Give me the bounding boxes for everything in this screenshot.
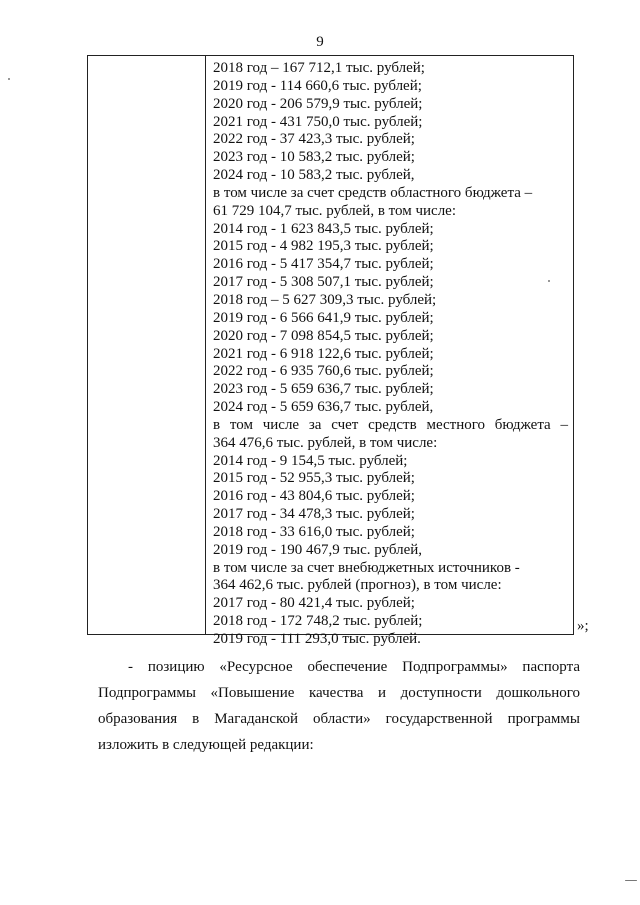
paragraph-line: Подпрограммы «Повышение качества и доступности дошкольного <box>98 685 580 701</box>
funding-line: 2020 год - 206 579,9 тыс. рублей; <box>213 95 423 112</box>
scan-speck <box>625 880 637 881</box>
paragraph-line: изложить в следующей редакции: <box>98 737 314 753</box>
funding-line: 2022 год - 37 423,3 тыс. рублей; <box>213 131 415 148</box>
funding-line: 2018 год - 33 616,0 тыс. рублей; <box>213 523 415 540</box>
amendment-paragraph <box>98 654 580 758</box>
funding-line: 2022 год - 6 935 760,6 тыс. рублей; <box>213 363 434 380</box>
funding-line: в том числе за счет внебюджетных источников - <box>213 559 520 576</box>
funding-line: 2023 год - 5 659 636,7 тыс. рублей; <box>213 381 434 398</box>
funding-line: 2019 год - 190 467,9 тыс. рублей, <box>213 541 423 558</box>
funding-table <box>87 55 574 647</box>
funding-line: 2024 год - 10 583,2 тыс. рублей, <box>213 167 415 184</box>
paragraph-line: - позицию «Ресурсное обеспечение Подпрограммы» паспорта <box>128 659 580 675</box>
funding-line: 2017 год - 5 308 507,1 тыс. рублей; <box>213 274 434 291</box>
paragraph-line: образования в Магаданской области» государственной программы <box>98 711 580 727</box>
page-number: 9 <box>316 34 324 50</box>
funding-line: 2015 год - 4 982 195,3 тыс. рублей; <box>213 238 434 255</box>
funding-line: 2020 год - 7 098 854,5 тыс. рублей; <box>213 327 434 344</box>
funding-line: 2018 год - 172 748,2 тыс. рублей; <box>213 613 423 630</box>
scan-speck <box>8 78 10 80</box>
funding-line: 2021 год - 6 918 122,6 тыс. рублей; <box>213 345 434 362</box>
funding-line: 2018 год – 167 712,1 тыс. рублей; <box>213 60 425 76</box>
funding-line: 2024 год - 5 659 636,7 тыс. рублей, <box>213 399 434 416</box>
funding-line: 2019 год - 111 293,0 тыс. рублей. <box>213 631 421 647</box>
funding-line: 2015 год - 52 955,3 тыс. рублей; <box>213 470 415 487</box>
funding-cell <box>213 60 568 649</box>
funding-line: 61 729 104,7 тыс. рублей, в том числе: <box>213 202 457 219</box>
closing-quote-mark: »; <box>577 618 589 634</box>
funding-line: 364 462,6 тыс. рублей (прогноз), в том числе: <box>213 577 502 594</box>
funding-line: 364 476,6 тыс. рублей, в том числе: <box>213 434 438 451</box>
funding-line: 2014 год - 1 623 843,5 тыс. рублей; <box>213 220 434 237</box>
funding-line: 2019 год - 114 660,6 тыс. рублей; <box>213 77 422 94</box>
funding-line: 2023 год - 10 583,2 тыс. рублей; <box>213 149 415 166</box>
scan-speck <box>548 280 550 282</box>
funding-line: 2016 год - 5 417 354,7 тыс. рублей; <box>213 256 434 273</box>
funding-line: 2017 год - 80 421,4 тыс. рублей; <box>213 595 415 612</box>
funding-line: 2019 год - 6 566 641,9 тыс. рублей; <box>213 309 434 326</box>
funding-line: 2014 год - 9 154,5 тыс. рублей; <box>213 452 408 469</box>
funding-line: 2021 год - 431 750,0 тыс. рублей; <box>213 113 423 130</box>
funding-line: в том числе за счет средств местного бюджета – <box>213 416 568 433</box>
funding-line: 2016 год - 43 804,6 тыс. рублей; <box>213 488 415 505</box>
funding-line: в том числе за счет средств областного бюджета – <box>213 184 533 201</box>
funding-line: 2018 год – 5 627 309,3 тыс. рублей; <box>213 291 437 308</box>
column-divider <box>205 56 206 634</box>
funding-line: 2017 год - 34 478,3 тыс. рублей; <box>213 506 415 523</box>
